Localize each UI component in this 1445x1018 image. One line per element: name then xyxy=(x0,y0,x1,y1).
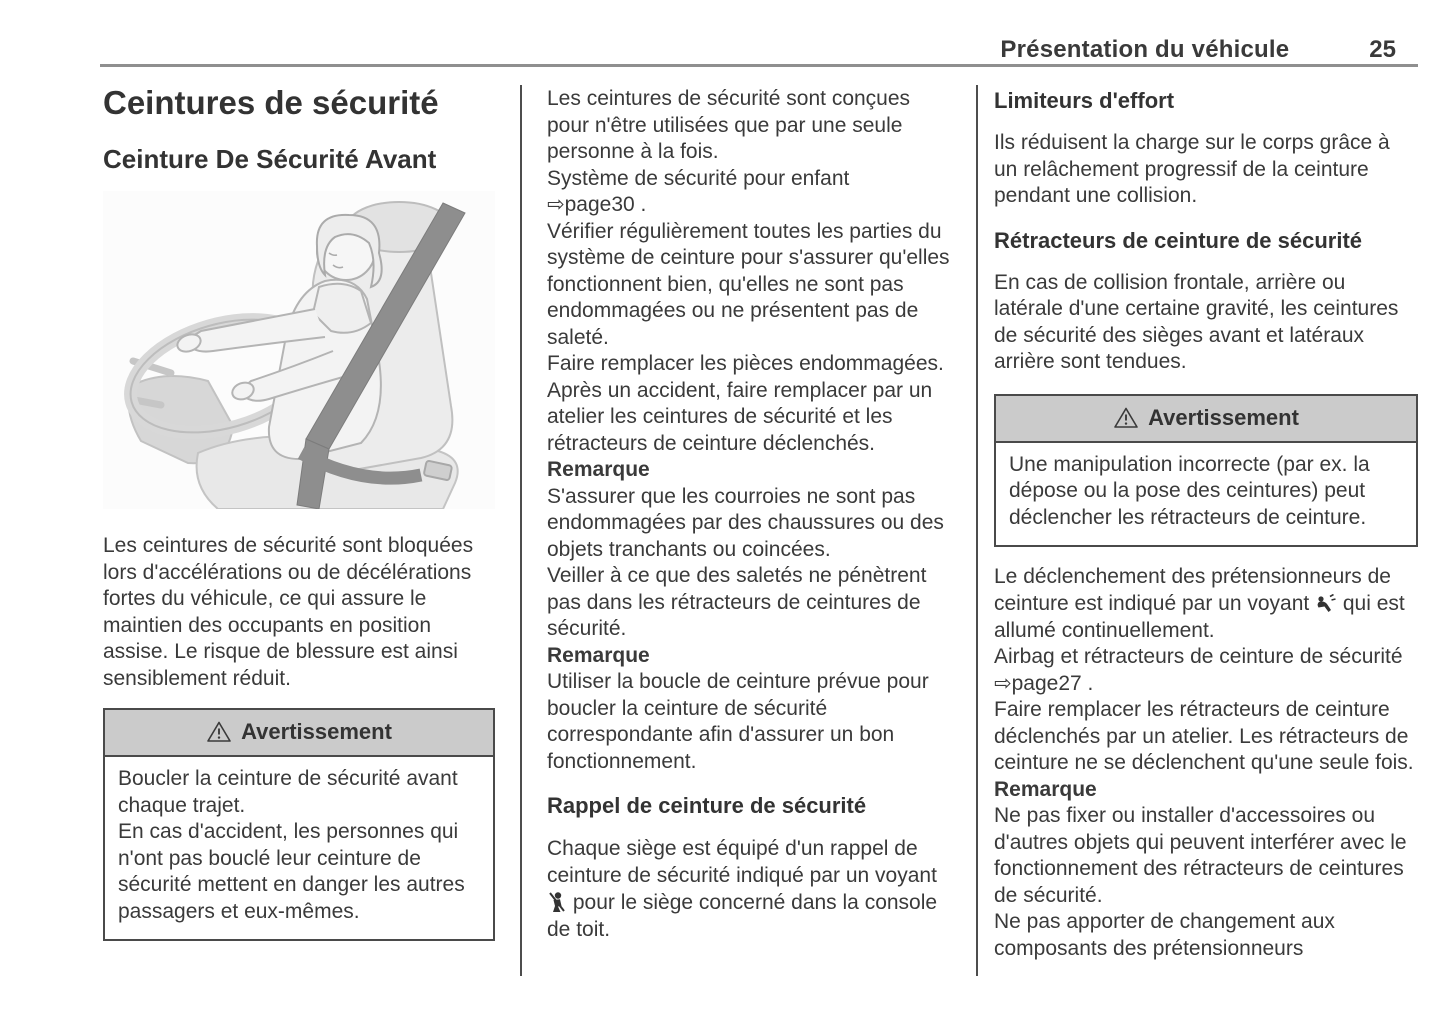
warning-triangle-icon xyxy=(1113,406,1139,430)
paragraph: Ne pas apporter de changement aux composants des prétensionneurs xyxy=(994,910,1335,960)
paragraph: Après un accident, faire remplacer par un atelier les ceintures de sécurité et les rétracteurs de ceinture déclenchés. xyxy=(547,378,933,455)
paragraph: Vérifier régulièrement toutes les parties du système de ceinture pour s'assurer qu'elles fonctionnent bien, qu'elles ne sont pas endommagées ou ne présentent pas de saleté. xyxy=(547,219,950,349)
column-middle xyxy=(547,86,953,943)
warning-title: Avertissement xyxy=(241,719,392,744)
column-left xyxy=(103,84,495,941)
subsection-title: Ceinture De Sécurité Avant xyxy=(103,144,437,174)
column-right xyxy=(994,86,1418,962)
paragraph: S'assurer que les courroies ne sont pas endommagées par des chaussures ou des objets tranchants ou coincées. xyxy=(547,484,944,561)
seatbelt-reminder-icon xyxy=(547,891,567,914)
section-title: Ceintures de sécurité xyxy=(103,84,439,121)
column-separator-right xyxy=(976,85,978,976)
subheading-force-limiters: Limiteurs d'effort xyxy=(994,88,1175,113)
paragraph: Veiller à ce que des saletés ne pénètrent pas dans les rétracteurs de ceintures de sécurité. xyxy=(547,564,927,640)
warning-title: Avertissement xyxy=(1148,404,1299,430)
paragraph: Les ceintures de sécurité sont conçues pour n'être utilisées que par une seule personne à la fois. xyxy=(547,87,911,163)
page-number: 25 xyxy=(1369,36,1396,63)
paragraph: Faire remplacer les pièces endommagées. xyxy=(547,352,944,375)
note-label: Remarque xyxy=(547,643,650,667)
paragraph: En cas de collision frontale, arrière ou latérale d'une certaine gravité, les ceintures de sécurité des sièges avant et latéraux arrière sont tendues. xyxy=(994,270,1399,373)
subheading-belt-pretensioners: Rétracteurs de ceinture de sécurité xyxy=(994,227,1363,253)
paragraph: Ils réduisent la charge sur le corps grâce à un relâchement progressif de la ceinture pendant une collision. xyxy=(994,131,1390,207)
note-label: Remarque xyxy=(547,458,650,481)
chapter-title: Présentation du véhicule xyxy=(1000,36,1290,63)
paragraph: Les ceintures de sécurité sont bloquées lors d'accélérations ou de décélérations fortes du véhicule, ce qui assure le maintien des occupants en position assise. Le risque de blessure est ainsi sensiblement réduit. xyxy=(103,534,474,690)
note-label: Remarque xyxy=(994,777,1097,801)
paragraph-with-indicator xyxy=(547,835,953,943)
warning-triangle-icon xyxy=(206,720,232,744)
paragraph-page-reference: Airbag et rétracteurs de ceinture de sécurité ⇨page27 . xyxy=(994,645,1403,695)
warning-header xyxy=(105,710,493,757)
warning-box xyxy=(994,394,1418,548)
subheading-seatbelt-reminder: Rappel de ceinture de sécurité xyxy=(547,793,867,818)
paragraph: Faire remplacer les rétracteurs de ceinture déclenchés par un atelier. Les rétracteurs de ceinture ne se déclenchent qu'une seule fois. xyxy=(994,698,1414,774)
paragraph: Utiliser la boucle de ceinture prévue pour boucler la ceinture de sécurité correspondante afin d'assurer un bon fonctionnement. xyxy=(547,670,929,773)
paragraph: Système de sécurité pour enfant xyxy=(547,166,850,190)
seatbelt-illustration xyxy=(103,191,495,509)
warning-line: Une manipulation incorrecte (par ex. la dépose ou la pose des ceintures) peut déclencher les rétracteurs de ceinture. xyxy=(1009,452,1370,529)
warning-line: Boucler la ceinture de sécurité avant chaque trajet. xyxy=(118,767,458,817)
driver-seatbelt-drawing xyxy=(103,191,495,509)
header-rule xyxy=(100,64,1418,67)
pretension-text-after: qui est allumé continuellement. xyxy=(994,592,1405,642)
paragraph-page-reference: ⇨page30 . xyxy=(547,193,647,216)
reminder-text-after: pour le siège concerné dans la console de toit. xyxy=(547,891,938,941)
warning-body xyxy=(105,757,493,939)
reminder-text-before: Chaque siège est équipé d'un rappel de ceinture de sécurité indiqué par un voyant xyxy=(547,837,937,887)
paragraph-with-indicator xyxy=(994,563,1418,644)
pretension-text-before: Le déclenchement des prétensionneurs de ceinture est indiqué par un voyant xyxy=(994,565,1391,615)
column-separator-left xyxy=(520,85,522,976)
warning-box xyxy=(103,708,495,941)
page-header xyxy=(100,36,1418,64)
paragraph: Ne pas fixer ou installer d'accessoires ou d'autres objets qui peuvent interférer avec le fonctionnement des rétracteurs de ceintures de sécurité. xyxy=(994,804,1407,907)
warning-line: En cas d'accident, les personnes qui n'ont pas bouclé leur ceinture de sécurité mettent en danger les autres passagers et eux-mêmes. xyxy=(118,820,465,923)
warning-header xyxy=(996,396,1416,443)
warning-body xyxy=(996,443,1416,546)
pretensioner-indicator-icon xyxy=(1315,592,1337,615)
